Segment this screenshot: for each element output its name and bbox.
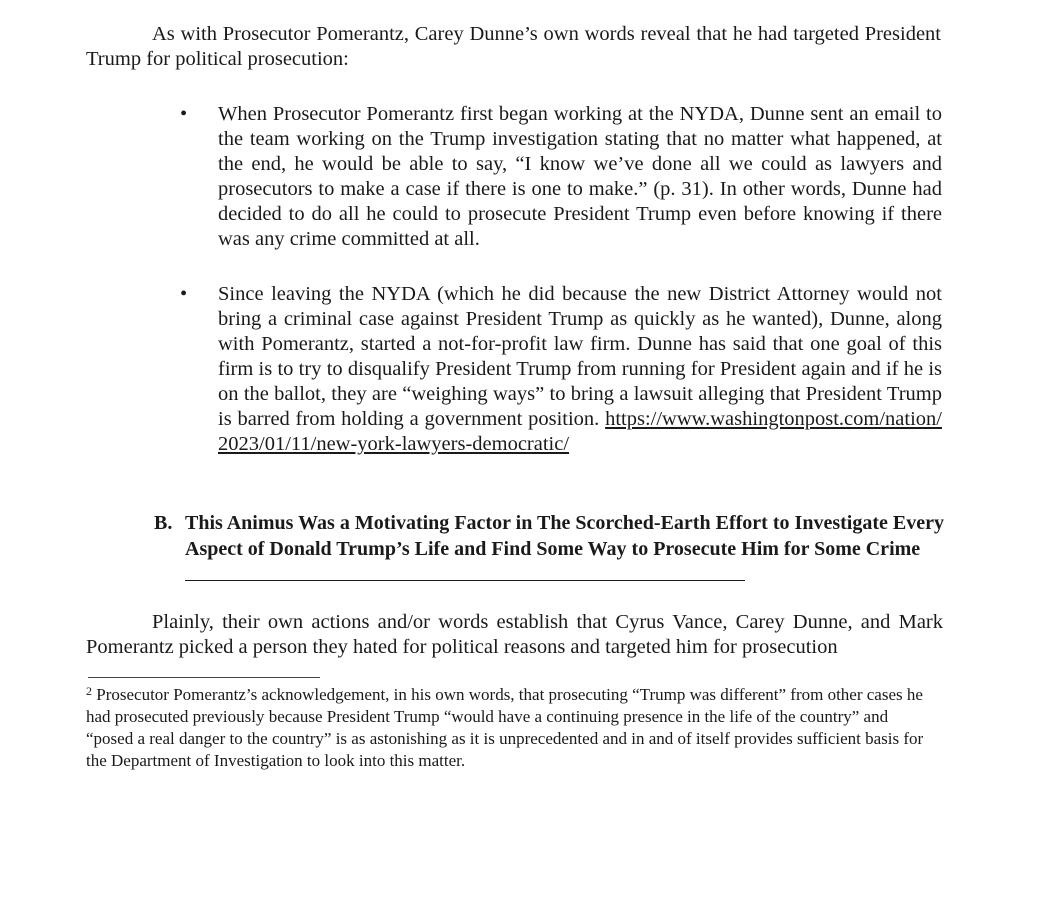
footnote-separator: [88, 677, 320, 678]
footnote-text: Prosecutor Pomerantz’s acknowledgement, in his own words, that prosecuting “Trump was different” from other cases he had prosecuted previously because President Trump “would have a continuing presence in the life of the country” and “posed a real danger to the country” is as astonishing as it is unprecedented and in and of itself provides sufficient basis for the Department of Investigation to look into this matter.: [86, 685, 924, 770]
section-letter: B.: [154, 512, 173, 534]
bullet-dot-icon: •: [180, 103, 188, 125]
body-paragraph: Plainly, their own actions and/or words establish that Cyrus Vance, Carey Dunne, and Mark Pomerantz picked a person they hated for political reasons and targeted him for prosecution: [86, 611, 943, 658]
intro-paragraph: As with Prosecutor Pomerantz, Carey Dunne’s own words reveal that he had targeted President Trump for political prosecution:: [86, 23, 941, 70]
footnote-marker: 2: [86, 684, 92, 698]
bullet-text: When Prosecutor Pomerantz first began working at the NYDA, Dunne sent an email to the team working on the Trump investigation stating that no matter what happened, at the end, he would be able to say, “I know we’ve done all we could as lawyers and prosecutors to make a case if there is one to make.” (p. 31). In other words, Dunne had decided to do all he could to prosecute President Trump even before knowing if there was any crime committed at all.: [218, 103, 942, 250]
washington-post-link[interactable]: https://www.washingtonpost.com/nation/2023/01/11/new-york-lawyers-democratic/: [218, 408, 942, 455]
bullet-dot-icon: •: [180, 283, 188, 305]
section-title: This Animus Was a Motivating Factor in The Scorched-Earth Effort to Investigate Every Aspect of Donald Trump’s Life and Find Some Way to Prosecute Him for Some Crime: [185, 512, 944, 560]
footnote: [86, 684, 926, 772]
heading-underline: [185, 580, 745, 581]
bullet-text: Since leaving the NYDA (which he did because the new District Attorney would not bring a criminal case against President Trump as quickly as he wanted), Dunne, along with Pomerantz, started a not-for-profit law firm. Dunne has said that one goal of this firm is to try to disqualify President Trump from running for President again and if he is on the ballot, they are “weighing ways” to bring a lawsuit alleging that President Trump is barred from holding a government position.: [218, 283, 942, 430]
bullet-text-with-link: [218, 282, 942, 457]
